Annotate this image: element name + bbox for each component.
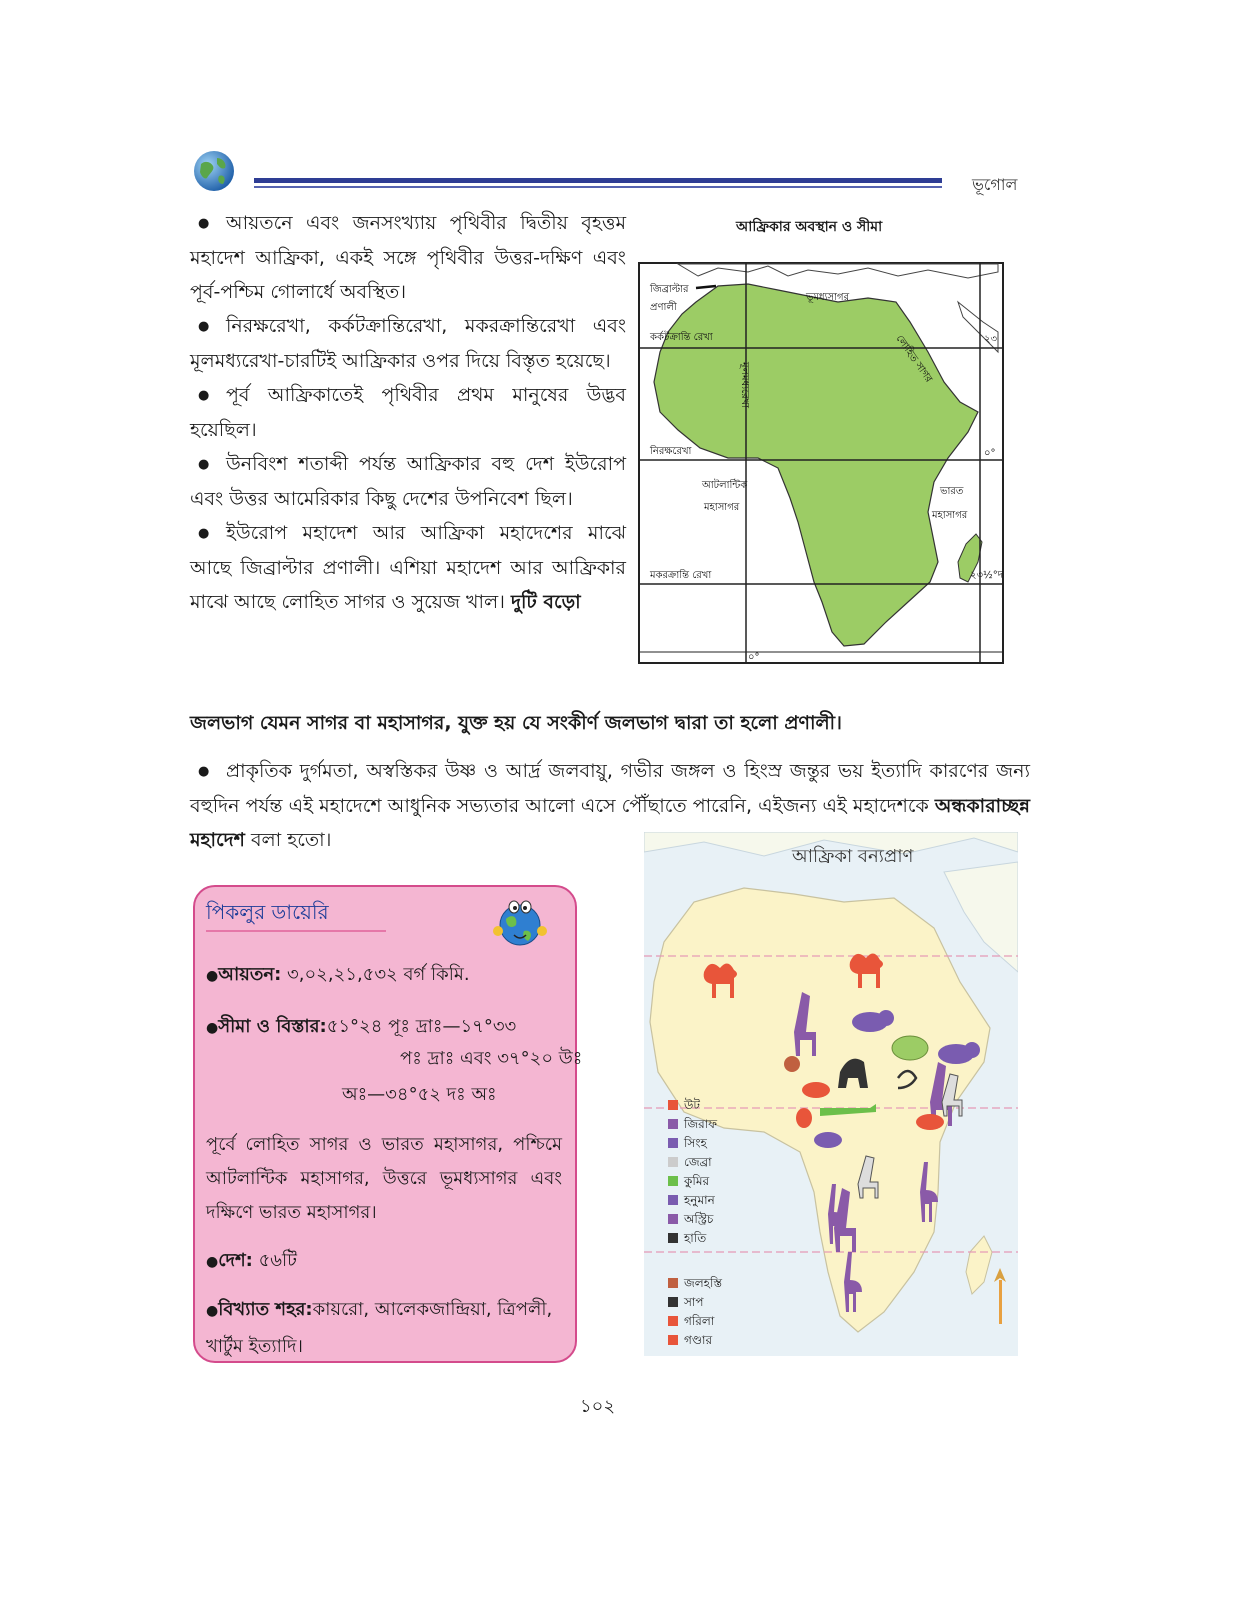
area-value: ৩,০২,২১,৫৩২ বর্গ কিমি.	[287, 964, 470, 985]
label-capricorn: মকরক্রান্তি রেখা	[650, 570, 712, 581]
boundary-value-1: ৫১°২৪ পূঃ দ্রাঃ—১৭°৩৩	[326, 1016, 517, 1037]
label-atlantic2: মহাসাগর	[704, 502, 740, 513]
label-equator: নিরক্ষরেখা	[650, 446, 692, 457]
legend-ostrich: অস্ট্রিচ	[684, 1212, 714, 1226]
label-deg-equator: ০°	[984, 448, 996, 459]
label-red-sea: লোহিত সাগর	[893, 333, 934, 385]
cities-label: বিখ্যাত শহর:	[218, 1299, 313, 1320]
cities-value: কায়রো, আলেকজান্দ্রিয়া, ত্রিপলী, খার্টুম ইত্যাদি।	[206, 1299, 553, 1357]
label-gibraltar2: প্রণালী	[650, 302, 677, 313]
dark-bold: অন্ধকারাচ্ছন্ন মহাদেশ	[190, 795, 1030, 851]
diary-title: পিকলুর ডায়েরি	[206, 898, 329, 931]
tortoise-icon	[892, 1036, 928, 1060]
legend-zebra: জেব্রা	[684, 1155, 712, 1169]
legend-snake: সাপ	[684, 1295, 704, 1309]
hippo-icon	[784, 1056, 800, 1072]
header-rule-thin	[254, 186, 942, 188]
legend-monkey: হনুমান	[684, 1193, 715, 1207]
strait-lead: ইউরোপ মহাদেশ আর আফ্রিকা মহাদেশের মাঝে আছে জিব্রাল্টার প্রণালী। এশিয়া মহাদেশ আর আফ্রিকার মাঝে আছে লোহিত সাগর ও সুয়েজ খাল।	[190, 522, 626, 613]
diary-countries	[206, 1246, 297, 1277]
page-number: ১০২	[580, 1396, 616, 1417]
legend-hippo: জলহস্তি	[684, 1276, 723, 1290]
bullet-text: ● আয়তনে এবং জনসংখ্যায় পৃথিবীর দ্বিতীয় বৃহত্তম মহাদেশ আফ্রিকা, একই সঙ্গে পৃথিবীর উত্তর-দক্ষিণ এবং পূর্ব-পশ্চিম গোলার্ধে অবস্থিত।	[190, 206, 626, 309]
boundary-label: সীমা ও বিস্তার:	[218, 1016, 327, 1037]
label-deg-capricorn: ২৩½°দ	[970, 570, 1003, 581]
legend-rhino: গণ্ডার	[684, 1333, 713, 1347]
legend-gorilla: গরিলা	[684, 1314, 715, 1328]
label-indian: ভারত	[940, 486, 964, 497]
bullet-text: ● নিরক্ষরেখা, কর্কটক্রান্তিরেখা, মকরক্রান্তিরেখা এবং মূলমধ্যরেখা-চারটিই আফ্রিকার ওপর দিয়ে বিস্তৃত হয়েছে।	[190, 309, 626, 378]
countries-value: ৫৬টি	[258, 1250, 297, 1271]
bullet-text	[190, 516, 626, 619]
label-mediterranean: ভূমধ্যসাগর	[806, 292, 850, 303]
strait-definition-bold: জলভাগ যেমন সাগর বা মহাসাগর, যুক্ত হয় যে সংকীর্ণ জলভাগ দ্বারা তা হলো প্রণালী।	[190, 712, 842, 734]
header-rule	[254, 178, 942, 183]
africa-location-map	[638, 262, 1004, 664]
diary-boundary	[206, 1012, 516, 1043]
legend-giraffe: জিরাফ	[684, 1117, 718, 1131]
map2-title: আফ্রিকা বন্যপ্রাণ	[792, 846, 914, 867]
africa-wildlife-map	[644, 832, 1018, 1356]
countries-label: দেশ:	[218, 1250, 253, 1271]
area-label: আয়তন:	[218, 964, 282, 985]
subject-title: ভূগোল	[972, 175, 1018, 194]
diary-description: পূর্বে লোহিত সাগর ও ভারত মহাসাগর, পশ্চিমে আটলান্টিক মহাসাগর, উত্তরে ভূমধ্যসাগর এবং দক্ষিণে ভারত মহাসাগর।	[206, 1134, 562, 1223]
label-atlantic: আটলান্টিক	[702, 480, 748, 491]
diary-area	[206, 960, 470, 991]
dark-tail: বলা হতো।	[250, 829, 332, 851]
map1-title: আফ্রিকার অবস্থান ও সীমা	[736, 219, 883, 235]
label-deg-tropic: ২৩	[984, 334, 998, 345]
label-gibraltar: জিব্রাল্টার	[650, 284, 689, 295]
left-column	[190, 206, 626, 619]
legend-lion: সিংহ	[684, 1136, 707, 1150]
label-indian2: মহাসাগর	[932, 510, 968, 521]
strait-definition	[190, 706, 1030, 740]
legend-elephant: হাতি	[684, 1231, 707, 1245]
label-cancer: কর্কটক্রান্তি রেখা	[650, 332, 713, 343]
bullet-text: ● পূর্ব আফ্রিকাতেই পৃথিবীর প্রথম মানুষের উদ্ভব হয়েছিল।	[190, 378, 626, 447]
dark-lead: প্রাকৃতিক দুর্গমতা, অস্বস্তিকর উষ্ণ ও আর্দ্র জলবায়ু, গভীর জঙ্গল ও হিংস্র জন্তুর ভয় ইত্যাদি কারণের জন্য বহুদিন পর্যন্ত এই মহাদেশে আধুনিক সভ্যতার আলো এসে পৌঁছাতে পারেনি, এইজন্য এই মহাদেশকে	[190, 760, 1030, 817]
legend-camel: উট	[684, 1098, 700, 1112]
globe-mascot-icon	[492, 895, 548, 951]
boundary-value-3: অঃ—৩৪°৫২ দঃ অঃ	[342, 1084, 497, 1105]
diary-cities	[206, 1292, 566, 1365]
label-deg-meridian: ০°	[748, 652, 760, 663]
boundary-value-2: পঃ দ্রাঃ এবং ৩৭°২০ উঃ	[400, 1048, 583, 1069]
bullet-text: ● উনবিংশ শতাব্দী পর্যন্ত আফ্রিকার বহু দেশ ইউরোপ এবং উত্তর আমেরিকার কিছু দেশের উপনিবেশ ছিল।	[190, 447, 626, 516]
legend-crocodile: কুমির	[684, 1174, 710, 1188]
strait-bold: দুটি বড়ো	[510, 591, 581, 613]
globe-icon	[193, 150, 235, 192]
label-prime-meridian: মূলমধ্যরেখা	[739, 362, 750, 409]
